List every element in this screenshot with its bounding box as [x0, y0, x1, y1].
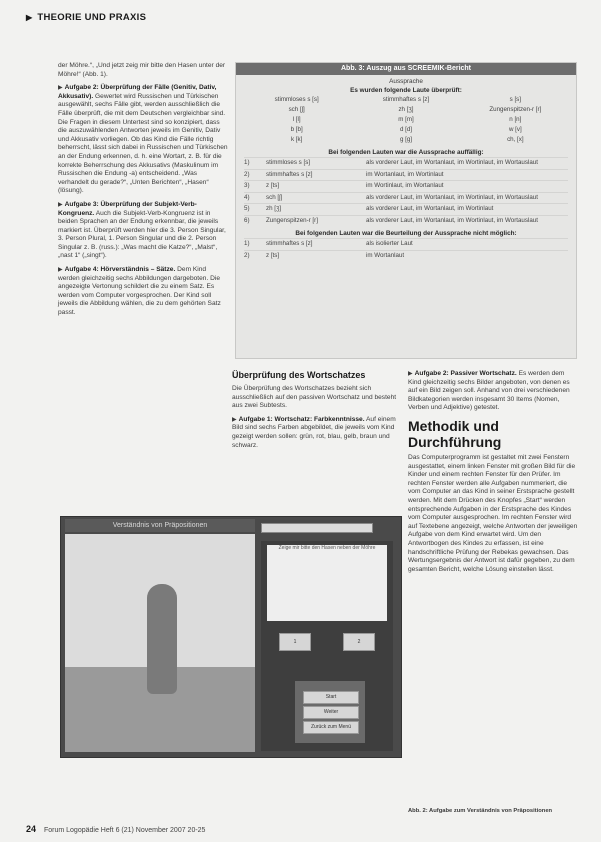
- aufgabe-3-heading: Aufgabe 3: Überprüfung der Subjekt-Verb-Kongruenz.: [58, 200, 197, 217]
- row-number: 1): [244, 159, 250, 166]
- aufgabe-1-heading: Aufgabe 1: Wortschatz: Farbkenntnisse.: [238, 415, 365, 423]
- aufgabe-2-text: Gewertet wird Russischen und Türkischen ausgewählt, sechs Fälle gibt, werden ausschließlich die Fälle überprüft, die mit dem Deutschen vergleichbar sind. Die Fragen in diesem Untertest sind so konzipiert, dass die auszuwählenden Antworten jeweils im Genitiv, Dativ und Akkusativ vorliegen. Ob das Kind die Fälle richtig beherrscht, lässt sich dabei in Russischen und Türkischen an der Endung erkennen, d. h. eine Wortart, z. B. für die korrekte Beherrschung des Akkusativs (Maskulinum im Russischen die Endung -a) entscheidend. „Was verhandelt du gerade?“, „Unten Berichten“, „Hasen“ (lösung).: [58, 92, 228, 195]
- sound-item: k [k]: [290, 136, 303, 143]
- sound-item: d [d]: [399, 126, 413, 133]
- row-number: 1): [244, 240, 250, 247]
- aufgabe-1-paragraph: [232, 416, 402, 450]
- abnormal-sounds-table: [236, 157, 576, 226]
- report-subtitle: Aussprache: [389, 78, 423, 85]
- figure-caption: Abb. 2: Aufgabe zum Verständnis von Präpositionen: [408, 808, 553, 814]
- report-intro: Es wurden folgende Laute überprüft:: [350, 87, 462, 94]
- row-desc: als isolierter Laut: [366, 240, 413, 247]
- report-intro-abnormal: Bei folgenden Lauten war die Aussprache auffällig:: [328, 149, 484, 156]
- screenshot-dropdown: [261, 523, 373, 533]
- sound-item: n [n]: [509, 116, 522, 123]
- screenshot-window-title: Verständnis von Präpositionen: [65, 519, 255, 532]
- passiver-wortschatz-text: Es werden dem Kind gleichzeitig sechs Bilder angeboten, von denen es auf ein Bild zeigen soll. Anhand von drei verschiedenen Bildkategorien werden insgesamt 30 Items (Nomen, Verben und Adjektive) getestet.: [408, 370, 570, 412]
- row-number: 5): [244, 205, 250, 212]
- sound-item: sch [ʃ]: [288, 106, 305, 113]
- row-desc: als vorderer Laut, im Wortanlaut, im Wortinlaut, im Wortauslaut: [366, 193, 538, 201]
- page-footer: [26, 824, 205, 834]
- examiner-panel: [261, 541, 393, 751]
- carrot-scene-illustration: [65, 534, 255, 752]
- row-number: 4): [244, 193, 250, 201]
- aufgabe-4-text: Dem Kind werden gleichzeitig sechs Abbildungen dargeboten. Die angezeigte Vertonung schildert die zu einem Satz. Es werden vom Computer vorgesprochen. Der Kind soll jeweils die Abbildung wählen, die zu dem gehörten Satz passt.: [58, 266, 221, 317]
- row-desc: im Wortanlaut, im Wortinlaut: [366, 170, 444, 178]
- report-figure: [235, 62, 577, 359]
- table-row: [244, 203, 568, 215]
- page-number: 24: [26, 824, 37, 834]
- row-desc: im Wortanlaut: [366, 251, 405, 259]
- row-sound: Zungenspitzen-r [r]: [266, 216, 318, 224]
- panel-text: Zeige mir bitte den Hasen neben der Möhre: [278, 545, 376, 551]
- aufgabe-3-paragraph: [58, 201, 228, 261]
- table-row: [244, 238, 568, 250]
- passiver-wortschatz-paragraph: [408, 370, 578, 413]
- examiner-text-area: [267, 545, 387, 621]
- passiver-wortschatz-heading: Aufgabe 2: Passiver Wortschatz.: [414, 370, 517, 377]
- row-desc: als vorderer Laut, im Wortanlaut, im Wortinlaut, im Wortauslaut: [366, 216, 538, 224]
- aufgabe-2-paragraph: [58, 84, 228, 196]
- aufgabe-4-heading: Aufgabe 4: Hörverständnis – Sätze.: [64, 266, 176, 274]
- screenshot-button-1: 1: [279, 633, 311, 651]
- row-desc: im Wortinlaut, im Wortanlaut: [366, 182, 444, 189]
- aufgabe-3-text: Auch die Subjekt-Verb-Kongruenz ist in beiden Sprachen an der Endung erkennbar, die jeweils markiert ist. Überprüft werden hier die 3. Person Singular, 3. Person Plural, 1. Person Singular und die 2. Person Singular z. B. (russ.): „Was macht die Katze?“, „Malst“, „nast 1“ („singt“).: [58, 209, 226, 260]
- sound-item: Zungenspitzen-r [r]: [489, 106, 542, 113]
- sound-item: stimmloses s [s]: [274, 96, 319, 103]
- sound-item: s [s]: [509, 96, 521, 103]
- sound-item: stimmhaftes s [z]: [382, 96, 430, 103]
- section-header: [26, 12, 146, 23]
- sound-item: b [b]: [290, 126, 303, 133]
- carrot-shape: [147, 584, 177, 694]
- triangle-icon: ▶: [58, 267, 63, 274]
- screenshot-button-2: 2: [343, 633, 375, 651]
- row-desc: als vorderer Laut, im Wortanlaut, im Wortinlaut: [366, 205, 494, 212]
- table-row: [244, 215, 568, 227]
- table-row: [244, 192, 568, 204]
- sound-item: zh [ʒ]: [398, 106, 414, 113]
- report-intro-unassessable: Bei folgenden Lauten war die Beurteilung der Aussprache nicht möglich:: [295, 230, 517, 237]
- screenshot-menu-button: Zurück zum Menü: [303, 721, 359, 734]
- aufgabe-4-paragraph: [58, 266, 228, 318]
- methodik-text: Das Computerprogramm ist gestaltet mit zwei Fenstern ausgestattet, einem linken Fenster mit großen Bild für die Kinder und einem rechten Fenster für den Prüfer. Im rechten Fenster werden alle Aufgaben nummeriert, die vom Computer an das Kind in seiner Erstsprache gestellt werden. Mit dem Drücken des Knopfes „Start“ werden entsprechende Aufgaben in der Erstsprache des Kindes vom Computer ausgesprochen. Im rechten Fenster wird auf Textebene angezeigt, welche Antworten der jeweiligen Aufgabe von dem Kind erwartet wird. Um den Antwortbogen des Kindes zu erfassen, ist eine handschriftliche Prüfung der Rebekas gewachsen. Das Wertungsergebnis der Antwort ist dafür gegeben, zu dem gesamten Bericht, welche Lösung einstellen lässt.: [408, 453, 578, 573]
- table-row: [244, 180, 568, 192]
- right-column: [408, 370, 578, 579]
- row-sound: stimmhaftes s [z]: [266, 240, 313, 247]
- wortschatz-heading: Überprüfung des Wortschatzes: [232, 370, 366, 380]
- sound-item: l [l]: [292, 116, 301, 123]
- report-title: Abb. 3: Auszug aus SCREEMIK-Bericht: [236, 63, 576, 75]
- left-column: [58, 62, 228, 323]
- aufgabe-1-text: Auf einem Bild sind sechs Farben abgebildet, die jeweils vom Kind gezeigt werden sollen: grün, rot, blau, gelb, braun und schwarz.: [232, 415, 396, 449]
- sound-item: ch, [x]: [507, 136, 524, 143]
- screenshot-next-button: Weiter: [303, 706, 359, 719]
- row-desc: als vorderer Laut, im Wortanlaut, im Wortinlaut, im Wortauslaut: [366, 159, 538, 166]
- wortschatz-intro: Die Überprüfung des Wortschatzes bezieht sich ausschließlich auf den passiven Wortschatz und besteht aus zwei Subtests.: [232, 385, 397, 410]
- row-number: 6): [244, 216, 250, 224]
- row-sound: z [ts]: [266, 251, 280, 259]
- triangle-icon: ▶: [232, 416, 237, 423]
- row-number: 2): [244, 170, 250, 178]
- row-number: 2): [244, 251, 250, 259]
- intro-paragraph: der Möhre.“, „Und jetzt zeig mir bitte den Hasen unter der Möhre!“ (Abb. 1).: [58, 62, 226, 78]
- row-sound: stimmloses s [s]: [266, 159, 311, 166]
- table-row: [244, 169, 568, 181]
- screenshot-control-box: [295, 681, 365, 743]
- sound-item: m [m]: [398, 116, 414, 123]
- triangle-icon: ▶: [58, 201, 63, 208]
- program-screenshot: [60, 516, 402, 758]
- header-arrow-icon: ▶: [26, 13, 33, 22]
- header-title: THEORIE UND PRAXIS: [37, 12, 147, 23]
- table-row: [244, 250, 568, 262]
- sound-item: w [v]: [508, 126, 522, 133]
- triangle-icon: ▶: [408, 371, 413, 377]
- footer-text: Forum Logopädie Heft 6 (21) November 2007 20-25: [43, 827, 206, 834]
- sound-item: ɡ [ɡ]: [399, 136, 413, 143]
- aufgabe-2-heading: Aufgabe 2: Überprüfung der Fälle (Genitiv, Dativ, Akkusativ).: [58, 84, 217, 100]
- unassessable-sounds-table: [236, 238, 576, 261]
- row-number: 3): [244, 182, 250, 189]
- middle-column: [232, 370, 402, 455]
- row-sound: z [ts]: [266, 182, 280, 189]
- row-sound: sch [ʃ]: [266, 193, 283, 201]
- row-sound: zh [ʒ]: [266, 205, 282, 212]
- methodik-heading: Methodik und Durchführung: [408, 417, 502, 450]
- tested-sounds-grid: [236, 95, 576, 145]
- table-row: [244, 157, 568, 169]
- screenshot-start-button: Start: [303, 691, 359, 704]
- triangle-icon: ▶: [58, 85, 63, 92]
- row-sound: stimmhaftes s [z]: [266, 170, 313, 178]
